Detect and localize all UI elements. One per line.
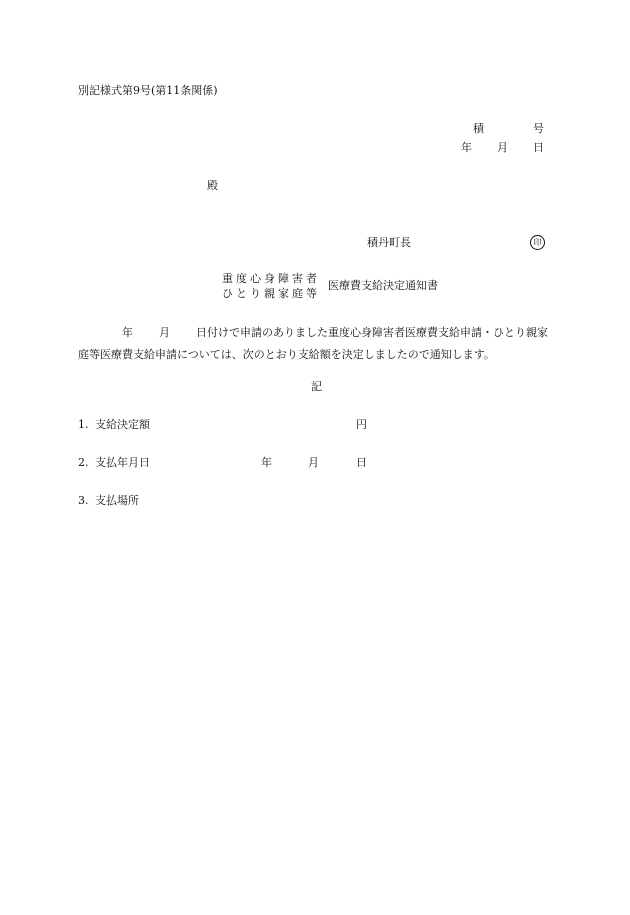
item-1-unit: 円 xyxy=(356,418,367,431)
item-3-number: 3. xyxy=(78,494,89,507)
item-1-label: 支給決定額 xyxy=(95,418,150,431)
date-day: 日 xyxy=(533,141,544,154)
date-year: 年 xyxy=(461,141,472,154)
ki-heading: 記 xyxy=(311,380,322,393)
date-month: 月 xyxy=(497,141,508,154)
item-2-label: 支払年月日 xyxy=(95,456,150,469)
item-1-number: 1. xyxy=(78,418,89,431)
seal-mark xyxy=(530,235,545,250)
title-line-1: 重度心身障害者 xyxy=(222,272,320,285)
addressee-honorific: 殿 xyxy=(207,179,218,192)
item-2-day: 日 xyxy=(356,456,367,469)
item-2-year: 年 xyxy=(261,456,272,469)
seal-icon: 印 xyxy=(530,235,545,250)
body-year: 年 xyxy=(122,326,133,339)
body-paragraph xyxy=(78,322,558,366)
item-2-month: 月 xyxy=(308,456,319,469)
title-main: 医療費支給決定通知書 xyxy=(328,279,438,292)
item-3-label: 支払場所 xyxy=(95,494,139,507)
item-2-number: 2. xyxy=(78,456,89,469)
title-line-2: ひとり親家庭等 xyxy=(222,287,320,300)
document-title xyxy=(222,271,320,301)
body-month: 月 xyxy=(159,326,170,339)
issuer-name: 積丹町長 xyxy=(367,236,411,249)
form-label: 別記様式第9号(第11条関係) xyxy=(78,84,218,97)
body-text: 日付けで申請のありました重度心身障害者医療費支給申請・ひとり親家庭等医療費支給申請については、次のとおり支給額を決定しましたので通知します。 xyxy=(78,326,548,361)
ref-number-suffix: 号 xyxy=(533,122,544,135)
ref-number-prefix: 積 xyxy=(473,122,484,135)
